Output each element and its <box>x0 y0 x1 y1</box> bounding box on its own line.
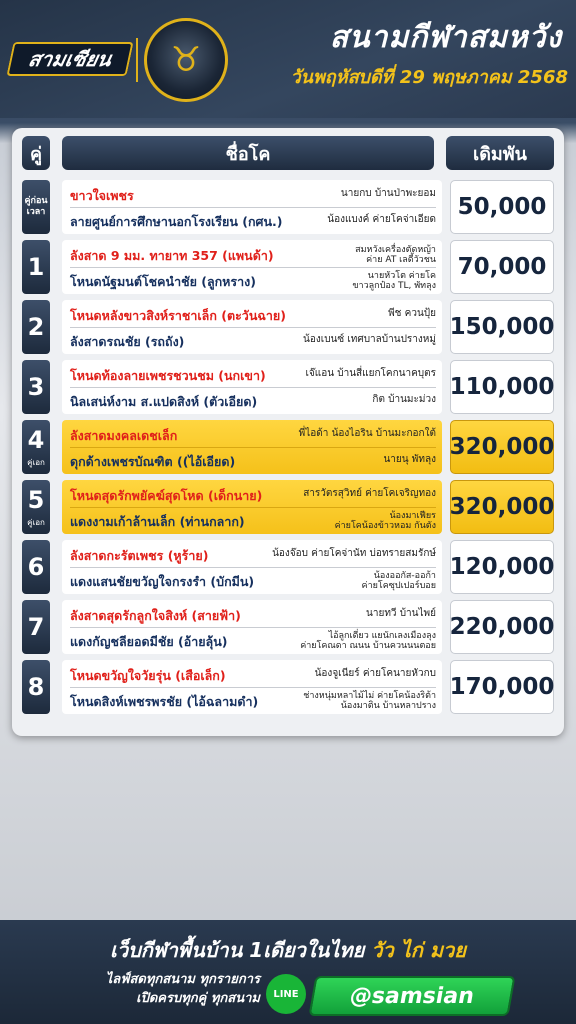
bet-amount: 150,000 <box>450 300 554 354</box>
fight-row <box>22 540 554 594</box>
pair-number <box>22 660 50 714</box>
red-owner: นายทวี บ้านไพย์ <box>366 608 436 619</box>
red-owner: น้องจูเนียร์ ค่ายโคนายหัวกบ <box>314 668 436 679</box>
promo-text <box>60 970 260 1008</box>
bet-amount: 50,000 <box>450 180 554 234</box>
red-corner-line <box>70 482 436 508</box>
promo-line-1: ไลฟ์สดทุกสนาม ทุกรายการ <box>105 972 260 987</box>
blue-corner-line <box>70 687 436 714</box>
red-fighter: โหนดสุดรักพยัคฆ์สุดโหด (เด็กนาย) <box>70 488 263 503</box>
fighters-box <box>62 240 442 294</box>
bet-amount: 110,000 <box>450 360 554 414</box>
fight-card <box>12 128 564 736</box>
blue-fighter: นิลเสน่ห์งาม ส.แปดสิงห์ (ตัวเอียด) <box>70 394 258 409</box>
red-corner-line <box>70 362 436 388</box>
column-header-name: ชื่อโค <box>62 136 434 170</box>
bet-amount: 170,000 <box>450 660 554 714</box>
blue-corner-line <box>70 327 436 354</box>
footer-tagline <box>0 934 576 966</box>
pair-number <box>22 180 50 234</box>
red-fighter: ขาวใจเพชร <box>70 188 134 203</box>
red-corner-line <box>70 602 436 628</box>
blue-fighter: แดงกัญชลียอดมีชัย (อ้ายลุ้น) <box>70 634 228 649</box>
red-corner-line <box>70 422 436 448</box>
fighters-box <box>62 180 442 234</box>
pair-number-label: 3 <box>27 373 45 401</box>
red-fighter: ลังสาดกะรัตเพชร (หูร้าย) <box>70 548 209 563</box>
fight-row <box>22 660 554 714</box>
bet-amount: 320,000 <box>450 480 554 534</box>
fighters-box <box>62 480 442 534</box>
tagline-sports: วัว ไก่ มวย <box>371 938 466 962</box>
tagline-main: เว็บกีฬาพื้นบ้าน 1เดียวในไทย <box>110 938 365 962</box>
blue-owner: น้องเบนซ์ เทศบาลบ้านปรางหมู่ <box>303 334 436 345</box>
blue-fighter: แดงงามเก้าล้านเล็ก (ท่านกลาก) <box>70 514 245 529</box>
blue-corner-line <box>70 627 436 654</box>
pair-number <box>22 360 50 414</box>
red-corner-line <box>70 242 436 268</box>
red-owner: สมหวังเครื่องตัดหญ้า ค่าย AT เลดี้วัวชน <box>355 245 436 265</box>
blue-owner: น้องออกัส-ออก้า ค่ายโคซุปเปอร์บอย <box>361 571 436 591</box>
fight-row <box>22 360 554 414</box>
event-date: วันพฤหัสบดีที่ 29 พฤษภาคม 2568 <box>290 67 568 88</box>
blue-owner: ช่างหนุ่มหลาไม้ไม่ ค่ายโคน้องริต้า น้องมาติน บ้านหลาปราง <box>303 691 436 711</box>
pair-number-label: คู่ก่อน เวลา <box>24 196 48 217</box>
red-owner: เจ๊แอน บ้านสี่แยกโคกนาคบุตร <box>305 368 436 379</box>
pair-number-label: 4 <box>27 425 45 454</box>
pair-number <box>22 480 50 534</box>
blue-owner: ไอ้ลูกเดี่ยว แยนักเลงเมืองลุง ค่ายโคณดา ณนน บ้านควนนนตอย <box>300 631 436 651</box>
fighters-box <box>62 420 442 474</box>
red-fighter: ลังสาดสุดรักลูกใจสิงห์ (สายฟ้า) <box>70 608 241 623</box>
blue-fighter: โหนดนัฐมนต์โชคนำชัย (ลูกหราง) <box>70 274 256 289</box>
fight-row <box>22 600 554 654</box>
bull-icon: ♉ <box>144 18 228 102</box>
red-fighter: โหนดท้องลายเพชรชวนชม (นกเขา) <box>70 368 266 383</box>
pair-number <box>22 600 50 654</box>
promo-line-2: เปิดครบทุกคู่ ทุกสนาม <box>136 991 260 1006</box>
blue-owner: น้องมาเฟียร ค่ายโคน้องข้าวหอม กันตัง <box>334 511 436 531</box>
blue-corner-line <box>70 207 436 234</box>
red-fighter: ลังสาดมงคลเดชเล็ก <box>70 428 178 443</box>
pair-number-label: 5 <box>27 485 45 514</box>
red-fighter: ลังสาด 9 มม. ทายาท 357 (แพนด้า) <box>70 248 274 263</box>
blue-corner-line <box>70 507 436 534</box>
pair-number-label: 2 <box>27 313 45 341</box>
red-corner-line <box>70 542 436 568</box>
fight-row <box>22 420 554 474</box>
blue-fighter: แดงแสนชัยขวัญใจกรงรำ (บักมีน) <box>70 574 255 589</box>
pair-number-label: 1 <box>27 253 45 281</box>
red-fighter: โหนดหลังขาวสิงห์ราชาเล็ก (ตะวันฉาย) <box>70 308 286 323</box>
red-owner: น้องจ๊อบ ค่ายโคจ่านัท บ่อทรายสมรักษ์ <box>272 548 436 559</box>
pair-number <box>22 300 50 354</box>
bet-amount: 120,000 <box>450 540 554 594</box>
blue-owner: นายนุ พัทลุง <box>383 454 436 465</box>
red-corner-line <box>70 662 436 688</box>
blue-fighter: ลังสาดรณชัย (รถถัง) <box>70 334 185 349</box>
fighters-box <box>62 360 442 414</box>
line-app-icon[interactable]: LINE <box>266 974 306 1014</box>
red-owner: พี่ไอด้า น้องไอริน บ้านมะกอกใต้ <box>298 428 436 439</box>
fight-row <box>22 480 554 534</box>
blue-corner-line <box>70 567 436 594</box>
red-corner-line <box>70 182 436 208</box>
column-header-bet: เดิมพัน <box>446 136 554 170</box>
blue-fighter: ลายศูนย์การศึกษานอกโรงเรียน (กศน.) <box>70 214 283 229</box>
blue-owner: กิต บ้านมะม่วง <box>372 394 436 405</box>
blue-fighter: โหนดสิงห์เพชรพรชัย (ไอ้ฉลามดำ) <box>70 694 259 709</box>
blue-corner-line <box>70 387 436 414</box>
red-owner: สารวัตรสุวิทย์ ค่ายโคเจริญทอง <box>303 488 436 499</box>
pair-number-label: 6 <box>27 553 45 581</box>
red-owner: พีช ควนปุ้ย <box>388 308 436 319</box>
red-owner: นายกบ บ้านป่าพะยอม <box>340 188 436 199</box>
bet-amount: 220,000 <box>450 600 554 654</box>
line-handle-button[interactable]: @samsian <box>308 976 515 1016</box>
blue-corner-line <box>70 447 436 474</box>
pair-number-label: 8 <box>27 673 45 701</box>
blue-owner: นายหัวโต ค่ายโค ขาวลูกป๋อง TL, พัทลุง <box>352 271 436 291</box>
bet-amount: 320,000 <box>450 420 554 474</box>
red-corner-line <box>70 302 436 328</box>
blue-owner: น้องแบงค์ ค่ายโคจ่าเอียด <box>327 214 436 225</box>
page-title: สนามกีฬาสมหวัง <box>329 20 562 55</box>
red-fighter: โหนดขวัญใจวัยรุ่น (เสือเล็ก) <box>70 668 226 683</box>
logo-divider <box>136 38 138 82</box>
pair-number <box>22 420 50 474</box>
pair-number <box>22 540 50 594</box>
pair-number <box>22 240 50 294</box>
blue-fighter: ดุกด้างเพชรบัณฑิต ((ไอ้เอียด) <box>70 454 236 469</box>
bet-amount: 70,000 <box>450 240 554 294</box>
brand-logo: สามเซียน <box>6 42 133 76</box>
blue-corner-line <box>70 267 436 294</box>
fighters-box <box>62 540 442 594</box>
main-event-tag: คู่เอก <box>27 517 45 527</box>
fighters-box <box>62 300 442 354</box>
fighters-box <box>62 660 442 714</box>
fight-row <box>22 240 554 294</box>
fight-row <box>22 180 554 234</box>
pair-number-label: 7 <box>27 613 45 641</box>
main-event-tag: คู่เอก <box>27 457 45 467</box>
fight-row <box>22 300 554 354</box>
fighters-box <box>62 600 442 654</box>
column-header-pair: คู่ <box>22 136 50 170</box>
